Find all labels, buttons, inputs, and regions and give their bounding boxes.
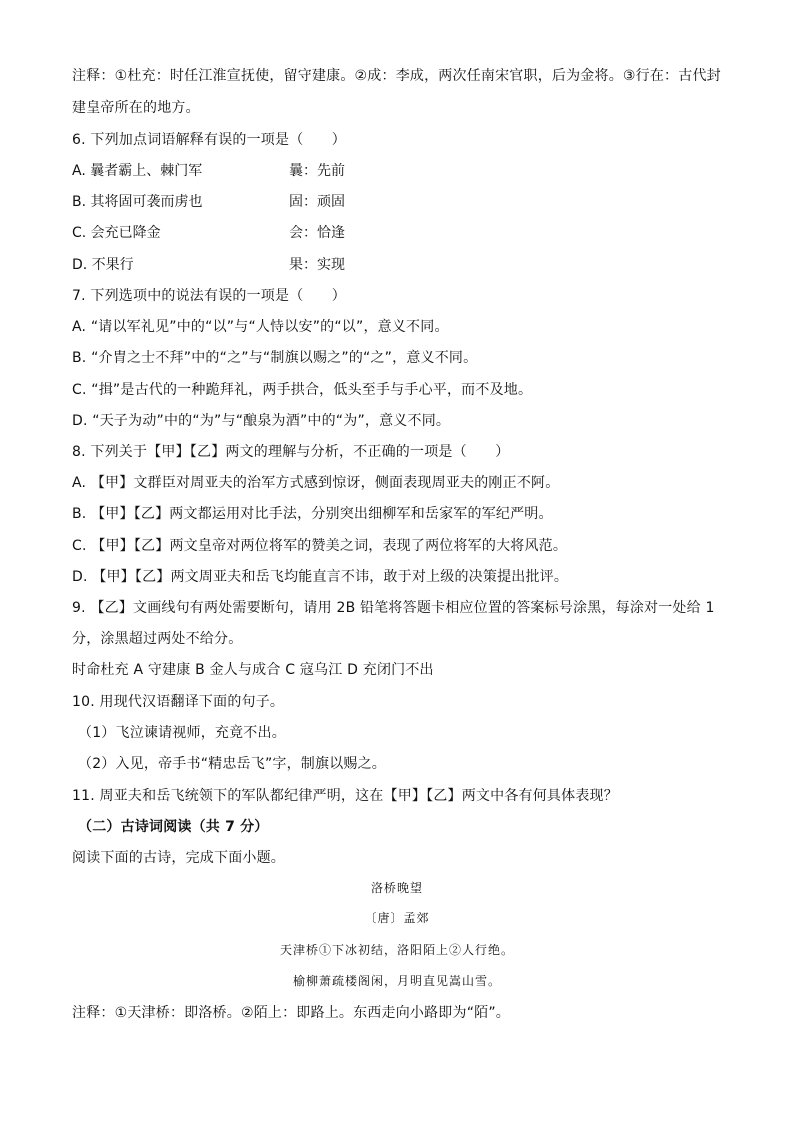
- q6-option-a: A. 曩者霸上、棘门军: [72, 163, 203, 179]
- q7-option-d: D. “天子为动”中的“为”与“酿泉为酒”中的“为”，意义不同。: [72, 413, 451, 429]
- q6-option-d-gloss: 果：实现: [289, 257, 345, 273]
- question-8-stem: 8. 下列关于【甲】【乙】两文的理解与分析，不正确的一项是（ ）: [72, 444, 510, 460]
- q7-option-c: C. “揖”是古代的一种跪拜礼，两手拱合，低头至手与手心平，而不及地。: [72, 382, 533, 398]
- q7-option-b: B. “介胄之士不拜”中的“之”与“制旗以赐之”的“之”，意义不同。: [72, 350, 478, 366]
- question-10-stem: 10. 用现代汉语翻译下面的句子。: [72, 694, 285, 710]
- question-6-stem: 6. 下列加点词语解释有误的一项是（ ）: [72, 132, 347, 148]
- q8-option-d: D. 【甲】【乙】两文周亚夫和岳飞均能直言不讳，敢于对上级的决策提出批评。: [72, 569, 569, 585]
- question-7-stem: 7. 下列选项中的说法有误的一项是（ ）: [72, 288, 347, 304]
- q7-option-a: A. “请以军礼见”中的“以”与“人恃以安”的“以”，意义不同。: [72, 319, 449, 335]
- question-9-stem-cont: 分，涂黑超过两处不给分。: [72, 631, 243, 647]
- poem-author: 〔唐〕孟郊: [364, 911, 430, 925]
- section-heading: （二）古诗词阅读（共 7 分）: [78, 819, 269, 835]
- q8-option-c: C. 【甲】【乙】两文皇帝对两位将军的赞美之词，表现了两位将军的大将风范。: [72, 538, 568, 554]
- annotation-line: 注释：①杜充：时任江淮宣抚使，留守建康。②成：李成，两次任南宋官职，后为金将。③行在：古代封: [72, 68, 721, 84]
- poem-line: 榆柳萧疏楼阁闲，月明直见嵩山雪。: [292, 974, 501, 988]
- poem-title: 洛桥晚望: [370, 881, 423, 895]
- q10-item-1: （1）飞泣谏请视师，充竟不出。: [78, 725, 286, 741]
- q6-option-a-gloss: 曩：先前: [289, 163, 345, 179]
- q6-option-b-gloss: 固：顽固: [289, 194, 345, 210]
- poem-annotation: 注释：①天津桥：即洛桥。②陌上：即路上。东西走向小路即为“陌”。: [72, 1005, 511, 1021]
- q6-option-d: D. 不果行: [72, 257, 134, 273]
- q8-option-b: B. 【甲】【乙】两文都运用对比手法，分别突出细柳军和岳家军的军纪严明。: [72, 506, 553, 522]
- section-instruction: 阅读下面的古诗，完成下面小题。: [72, 850, 285, 866]
- q6-option-b: B. 其将固可袭而虏也: [72, 194, 203, 210]
- question-9-stem: 9. 【乙】文画线句有两处需要断句，请用 2B 铅笔将答题卡相应位置的答案标号涂黑，每涂对一处给 1: [72, 600, 715, 616]
- annotation-line: 建皇帝所在的地方。: [72, 100, 200, 116]
- q6-option-c: C. 会充已降金: [72, 225, 161, 241]
- q6-option-c-gloss: 会：恰逢: [289, 225, 345, 241]
- poem-line: 天津桥①下冰初结，洛阳陌上②人行绝。: [279, 943, 514, 957]
- question-9-sentence: 时命杜充 A 守建康 B 金人与成合 C 寇乌江 D 充闭门不出: [72, 662, 434, 678]
- question-11-stem: 11. 周亚夫和岳飞统领下的军队都纪律严明，这在【甲】【乙】两文中各有何具体表现？: [72, 788, 618, 804]
- q10-item-2: （2）入见，帝手书“精忠岳飞”字，制旗以赐之。: [78, 756, 387, 772]
- q8-option-a: A. 【甲】文群臣对周亚夫的治军方式感到惊讶，侧面表现周亚夫的刚正不阿。: [72, 475, 560, 491]
